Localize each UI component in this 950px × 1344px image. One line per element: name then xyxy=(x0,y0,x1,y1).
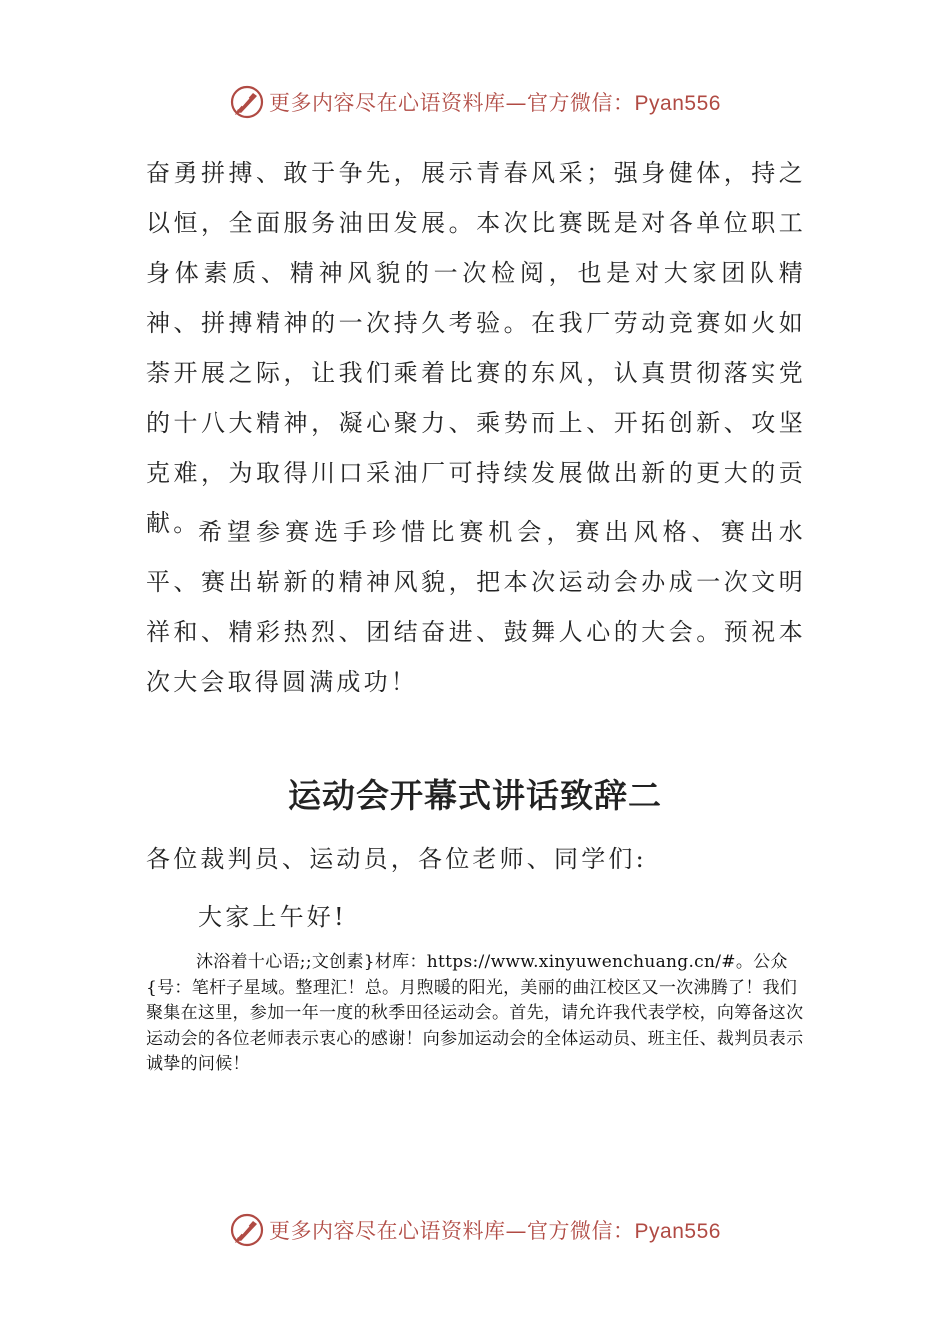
salutation: 各位裁判员、运动员，各位老师、同学们: xyxy=(146,845,647,873)
footer-wechat-id: Pyan556 xyxy=(634,1220,721,1243)
body-paragraph-1: 奋勇拼搏、敢于争先，展示青春风采；强身健体，持之以恒，全面服务油田发展。本次比赛既是对各单位职工身体素质、精神风貌的一次检阅，也是对大家团队精神、拼搏精神的一次持久考验。在我厂劳动竞赛如火如荼开展之际，让我们乘着比赛的东风，认真贯彻落实党的十八大精神，凝心聚力、乘势而上、开拓创新、攻坚克难，为取得川口采油厂可持续发展做出新的更大的贡献。 xyxy=(146,159,806,537)
pen-logo-icon xyxy=(229,1212,265,1248)
section-title: 运动会开幕式讲话致辞二 xyxy=(288,776,662,815)
body-paragraph-2: 希望参赛选手珍惜比赛机会，赛出风格、赛出水平、赛出崭新的精神风貌，把本次运动会办成一次文明祥和、精彩热烈、团结奋进、鼓舞人心的大会。预祝本次大会取得圆满成功！ xyxy=(146,518,806,696)
body-paragraph-3: 沐浴着十心语;;文创素}材库：https://www.xinyuwenchuang.cn/#。公众{号：笔杆子星域。整理汇！总。月煦暖的阳光，美丽的曲江校区又一次沸腾了！我们聚集在这里，参加一年一度的秋季田径运动会。首先，请允许我代表学校，向筹备这次运动会的各位老师表示衷心的感谢！向参加运动会的全体运动员、班主任、裁判员表示诚挚的问候！ xyxy=(146,952,804,1074)
pen-logo-icon xyxy=(229,84,265,120)
header-banner xyxy=(0,82,950,122)
header-wechat-id: Pyan556 xyxy=(634,92,721,115)
footer-banner-text: 更多内容尽在心语资料库—官方微信：Pyan556 xyxy=(269,1219,721,1243)
header-banner-text: 更多内容尽在心语资料库—官方微信：Pyan556 xyxy=(269,91,721,115)
greeting: 大家上午好! xyxy=(198,903,347,931)
footer-banner xyxy=(0,1210,950,1250)
